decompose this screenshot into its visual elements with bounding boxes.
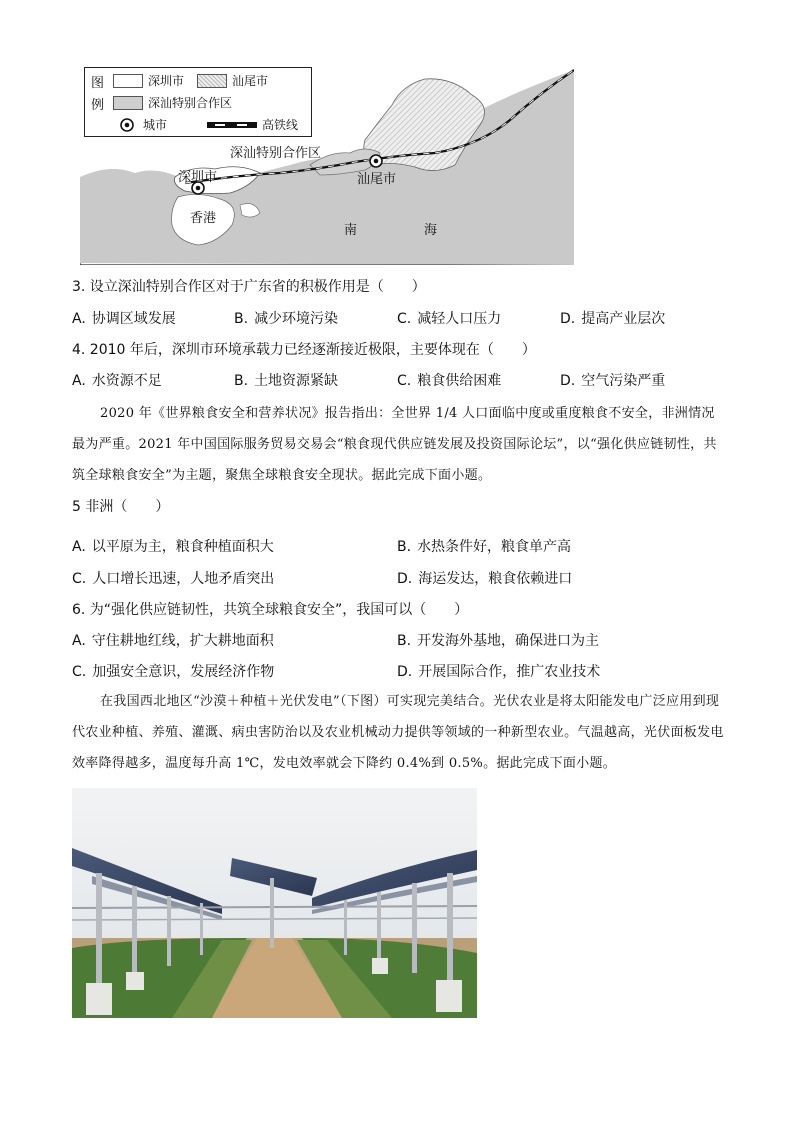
option-label: D.	[397, 664, 413, 680]
option-text: 水热条件好，粮食单产高	[417, 539, 572, 555]
q4-option-d[interactable]	[560, 370, 665, 390]
option-label: A.	[72, 539, 86, 555]
option-text: 空气污染严重	[581, 373, 666, 389]
legend-title-top: 图	[91, 76, 105, 91]
option-text: 提高产业层次	[581, 311, 666, 327]
option-text: 减少环境污染	[254, 311, 339, 327]
q6-option-b[interactable]	[397, 630, 599, 650]
question-5-stem: 5 非洲（ ）	[72, 499, 170, 515]
map-label-hongkong: 香港	[190, 211, 217, 226]
option-label: D.	[560, 311, 576, 327]
option-label: D.	[397, 571, 413, 587]
option-label: A.	[72, 373, 86, 389]
q4-option-c[interactable]	[397, 370, 501, 390]
q3-option-a[interactable]	[72, 308, 176, 328]
cooperation-zone-swatch	[113, 96, 143, 110]
q6-option-d[interactable]	[397, 661, 600, 681]
option-label: C.	[72, 664, 87, 680]
option-label: C.	[72, 571, 87, 587]
photovoltaic-farm-image	[72, 788, 477, 1018]
option-text: 减轻人口压力	[417, 311, 502, 327]
q3-option-b[interactable]	[234, 308, 338, 328]
option-text: 海运发达，粮食依赖进口	[418, 571, 573, 587]
option-label: B.	[397, 539, 412, 555]
passage-food-security: 2020 年《世界粮食安全和营养状况》报告指出：全世界 1/4 人口面临中度或重度粮食不安全，非洲情况最为严重。2021 年中国国际服务贸易交易会“粮食现代供应链发展及投资国际论坛”，以“强化供应链韧性，共筑全球粮食安全”为主题，聚焦全球粮食安全现状。据此完成下面小题。	[72, 406, 717, 483]
map-label-zone: 深汕特别合作区	[230, 146, 322, 161]
option-text: 开展国际合作，推广农业技术	[418, 664, 601, 680]
option-label: A.	[72, 311, 86, 327]
question-4-stem: 4. 2010 年后，深圳市环境承载力已经逐渐接近极限，主要体现在（ ）	[72, 342, 536, 358]
option-label: C.	[397, 311, 412, 327]
option-text: 水资源不足	[91, 373, 162, 389]
option-text: 人口增长迅速，人地矛盾突出	[92, 571, 275, 587]
legend-label-cooperation-zone: 深汕特别合作区	[148, 96, 233, 110]
option-label: A.	[72, 633, 86, 649]
option-text: 土地资源紧缺	[254, 373, 339, 389]
q3-option-c[interactable]	[397, 308, 501, 328]
option-text: 粮食供给困难	[417, 373, 502, 389]
option-label: D.	[560, 373, 576, 389]
q5-option-c[interactable]	[72, 568, 274, 588]
shenzhen-swatch	[113, 74, 143, 88]
option-text: 协调区域发展	[91, 311, 176, 327]
q5-option-d[interactable]	[397, 568, 572, 588]
question-3-stem: 3. 设立深汕特别合作区对于广东省的积极作用是（ ）	[72, 279, 426, 295]
option-label: B.	[234, 373, 249, 389]
option-text: 以平原为主，粮食种植面积大	[91, 539, 274, 555]
legend-label-railway: 高铁线	[262, 118, 299, 132]
map-label-sea-1: 南	[344, 223, 358, 238]
photovoltaic-farm-photo	[72, 788, 477, 1018]
legend-item-cooperation-zone	[113, 94, 232, 111]
question-6-stem: 6. 为“强化供应链韧性，共筑全球粮食安全”，我国可以（ ）	[72, 602, 469, 618]
q3-option-d[interactable]	[560, 308, 665, 328]
q5-option-a[interactable]	[72, 536, 274, 556]
map-legend	[84, 67, 312, 137]
city-marker-icon	[119, 117, 135, 133]
q6-option-c[interactable]	[72, 661, 274, 681]
railway-icon	[207, 119, 257, 131]
option-text: 开发海外基地，确保进口为主	[417, 633, 600, 649]
option-text: 守住耕地红线，扩大耕地面积	[91, 633, 274, 649]
legend-label-shanwei: 汕尾市	[232, 74, 269, 88]
map-label-shenzhen: 深圳市	[178, 170, 218, 185]
q4-option-a[interactable]	[72, 370, 162, 390]
legend-item-shenzhen	[113, 72, 184, 89]
q5-option-b[interactable]	[397, 536, 571, 556]
map-label-shanwei: 汕尾市	[357, 172, 397, 187]
option-label: C.	[397, 373, 412, 389]
legend-item-city	[119, 116, 167, 133]
map-label-sea-2: 海	[424, 223, 438, 238]
option-text: 加强安全意识，发展经济作物	[92, 664, 275, 680]
shanwei-swatch	[197, 74, 227, 88]
legend-label-shenzhen: 深圳市	[148, 74, 185, 88]
legend-item-railway	[207, 116, 298, 133]
option-label: B.	[397, 633, 412, 649]
passage-photovoltaic: 在我国西北地区“沙漠＋种植＋光伏发电”（下图）可实现完美结合。光伏农业是将太阳能发电广泛应用到现代农业种植、养殖、灌溉、病虫害防治以及农业机械动力提供等领域的一种新型农业。气温越高，光伏面板发电效率降得越多，温度每升高 1℃，发电效率就会下降约 0.4%到 0.5%。据此完成下面小题。	[72, 694, 724, 771]
q6-option-a[interactable]	[72, 630, 274, 650]
legend-title-bottom: 例	[91, 98, 105, 113]
option-label: B.	[234, 311, 249, 327]
legend-label-city: 城市	[143, 118, 168, 132]
legend-item-shanwei	[197, 72, 268, 89]
shanwei-city-marker	[370, 155, 382, 167]
q4-option-b[interactable]	[234, 370, 338, 390]
